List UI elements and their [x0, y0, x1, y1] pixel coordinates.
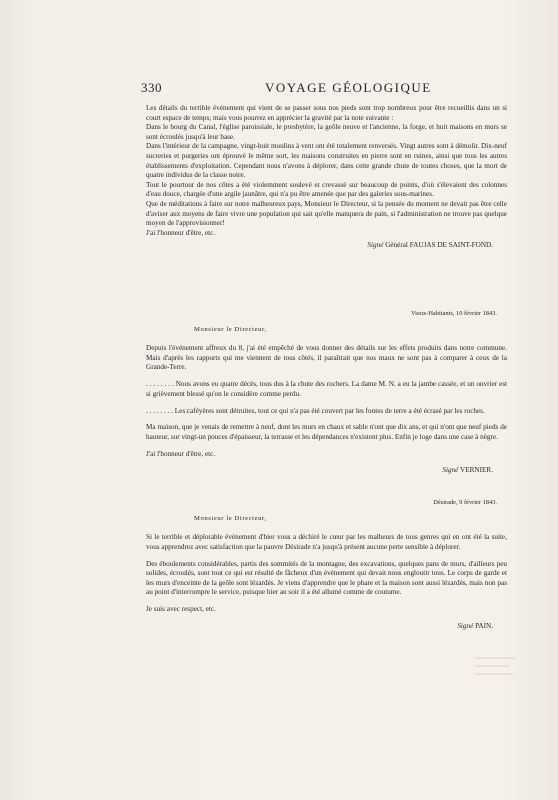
- paragraph: Si le terrible et déplorable événement d'hier vous a déchiré le cœur par les malheurs de tous genres qui en ont été la suite, vous apprendrez avec satisfaction que la pauvre Désirade n'a jusqu'à présent aucune perte sensible à déplorer.: [146, 533, 507, 551]
- letter-3: [146, 498, 507, 632]
- paragraph: Les détails du terrible événement qui vient de se passer sous nos pieds sont trop nombreux pour être recueillis dans un si court espace de temps; mais vous pourrez en apprécier la gravité par la note suivante :: [146, 104, 507, 122]
- salutation: Monsieur le Directeur,: [194, 325, 267, 333]
- salutation: Monsieur le Directeur,: [194, 514, 267, 522]
- paragraph: Dans le bourg du Canal, l'église paroissiale, le presbytère, la geôle neuve et l'ancienne, la forge, et huit maisons en murs se sont écroulés jusqu'à leur base.: [146, 123, 507, 141]
- paragraph: J'ai l'honneur d'être, etc.: [146, 449, 216, 458]
- paragraph: . . . . . . . . Les caféyères sont détruites, tout ce qui n'a pas été couvert par les fontes de terre a été écrasé par les roches.: [146, 406, 485, 415]
- paragraph: Je suis avec respect, etc.: [146, 605, 216, 614]
- letter-2: [146, 309, 507, 476]
- page-number: 330: [141, 80, 162, 95]
- signature-word: Signé: [367, 241, 384, 250]
- paragraph: Des éboulements considérables, partis des sommités de la montagne, des excavations, quelques pans de murs, d'ailleurs peu solides, écroulés, sont tout ce qui est résulté de fâcheux d'un événement qui devait nous engloutir tous. Le corps de garde et les murs d'enceinte de la geôle sont lézardés. Je viens d'apprendre que le phare et la maison sont aussi lézardés, mais non pas au point d'interrompre le service, puisque hier au soir il a été allumé comme de coutume.: [146, 559, 507, 597]
- page-header: [141, 80, 511, 98]
- signature: [146, 622, 493, 632]
- bleed-through-marks: [475, 655, 525, 681]
- paragraph: Tout le pourtour de nos côtes a été violemment soulevé et crevassé sur beaucoup de points, d'où s'élevaient des colonnes d'eau douce, chargée d'une argile jaunâtre, qui n'a pu être amenée que par des galeries sous-marines.: [146, 180, 507, 199]
- dateline: Vieux-Habitants, 10 février 1843.: [410, 310, 497, 317]
- letter-1: [146, 104, 507, 251]
- paragraph: Depuis l'événement affreux du 8, j'ai été empêché de vous donner des détails sur les effets produits dans notre commune. Mais d'après les rapports qui me viennent de tous côtés, il paraîtrait que nos maux ne sont pas à comparer à ceux de la Grande-Terre.: [146, 344, 507, 372]
- signature-word: Signé: [457, 621, 474, 630]
- signature-word: Signé: [442, 466, 459, 475]
- dateline: Désirade, 9 février 1843.: [433, 499, 497, 506]
- signature-name: Général FAUJAS DE SAINT-FOND.: [385, 241, 493, 250]
- signature: [146, 241, 493, 251]
- paragraph: . . . . . . . . Nous avons eu quatre décès, tous dus à la chute des rochers. La dame M. N. a eu la jambe cassée, et un ouvrier est si grièvement blessé qu'on le considère comme perdu.: [146, 380, 507, 398]
- signature: [146, 466, 493, 476]
- paragraph: Dans l'intérieur de la campagne, vingt-huit moulins à vent ont été totalement renversés. Vingt autres sont à démolir. Dix-neuf sucreries et purgeries ont éprouvé le même sort, les maisons construites en pierre sont en ruines, ainsi que tous les autres établissements d'exploitation. Cependant nous n'avons à déplorer, dans cette grande chute de toutes choses, que la mort de quatre individus de la classe noire.: [146, 142, 507, 180]
- signature-name: PAIN.: [475, 621, 493, 630]
- running-title: VOYAGE GÉOLOGIQUE: [265, 80, 432, 95]
- bleed-through-text: [475, 655, 525, 684]
- paragraph: Ma maison, que je venais de remettre à neuf, dont les murs en chaux et sable n'ont que dix ans, et qui n'ont que neuf pieds de hauteur, sur vingt-un pouces d'épaisseur, la terrasse et les dépendances n'existent plus. Enfin je loge dans une case à nègre.: [146, 423, 507, 441]
- signature-name: VERNIER.: [460, 466, 493, 475]
- paragraph: J'ai l'honneur d'être, etc.: [146, 228, 216, 237]
- paragraph: Que de méditations à faire sur notre malheureux pays, Monsieur le Directeur, si la pensée du moment ne devait pas être celle d'aviser aux moyens de faire vivre une population qui sait qu'elle manquera de pain, si l'administration ne trouve pas quelque moyen de l'approvisionner!: [146, 199, 507, 228]
